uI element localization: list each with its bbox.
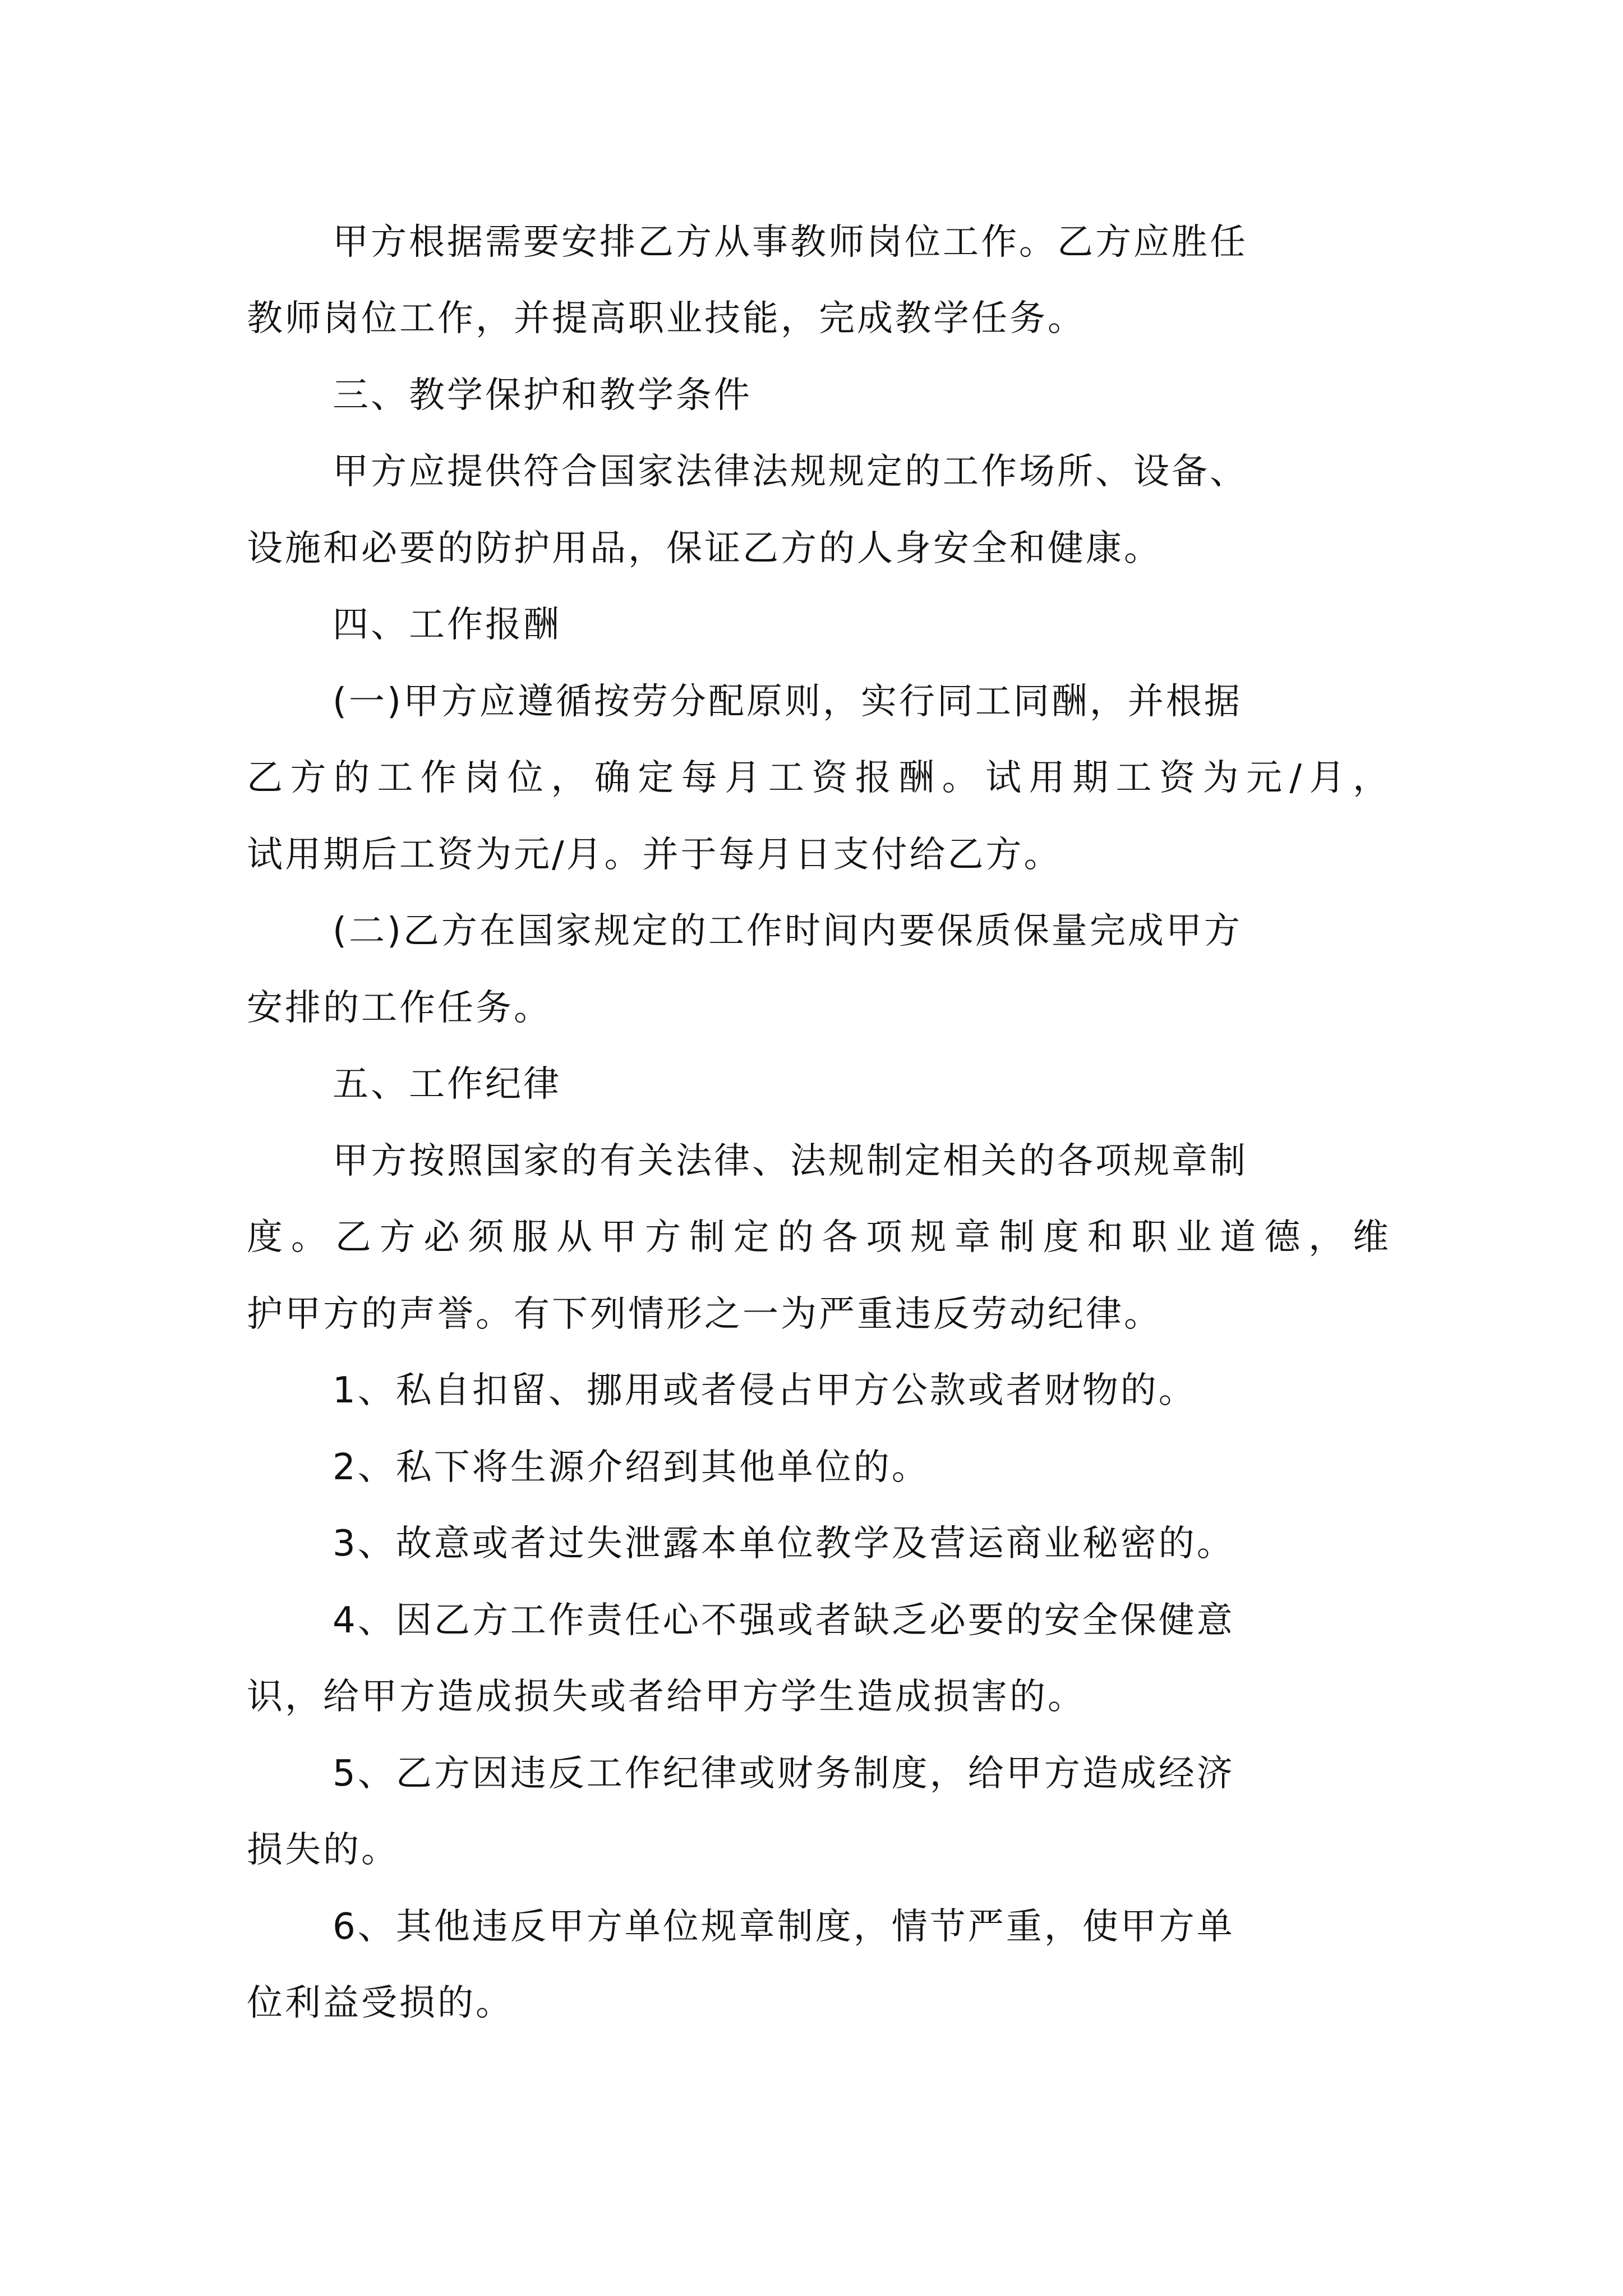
list-item: 2、私下将生源介绍到其他单位的。 xyxy=(333,1447,930,1488)
paragraph-line: 乙方的工作岗位，确定每月工资报酬。试用期工资为元/月， xyxy=(247,757,1391,799)
section-heading: 五、工作纪律 xyxy=(333,1064,561,1105)
paragraph-line: 安排的工作任务。 xyxy=(247,987,552,1029)
paragraph-line: 护甲方的声誉。有下列情形之一为严重违反劳动纪律。 xyxy=(247,1294,1162,1335)
list-item-continuation: 位利益受损的。 xyxy=(247,1982,514,2024)
paragraph-line: 度。乙方必须服从甲方制定的各项规章制度和职业道德，维 xyxy=(247,1217,1391,1258)
paragraph-line: 甲方应提供符合国家法律法规规定的工作场所、设备、 xyxy=(333,451,1248,493)
paragraph-line: 设施和必要的防护用品，保证乙方的人身安全和健康。 xyxy=(247,528,1162,569)
list-item: 4、因乙方工作责任心不强或者缺乏必要的安全保健意 xyxy=(333,1600,1235,1641)
paragraph-line: 甲方按照国家的有关法律、法规制定相关的各项规章制 xyxy=(333,1140,1248,1182)
list-item: 1、私自扣留、挪用或者侵占甲方公款或者财物的。 xyxy=(333,1370,1197,1411)
paragraph-line: 教师岗位工作，并提高职业技能，完成教学任务。 xyxy=(247,298,1086,339)
list-item-continuation: 识，给甲方造成损失或者给甲方学生造成损害的。 xyxy=(247,1676,1086,1718)
paragraph-line: (一)甲方应遵循按劳分配原则，实行同工同酬，并根据 xyxy=(333,681,1242,723)
list-item: 3、故意或者过失泄露本单位教学及营运商业秘密的。 xyxy=(333,1523,1235,1565)
section-heading: 四、工作报酬 xyxy=(333,604,561,646)
list-item: 5、乙方因违反工作纪律或财务制度，给甲方造成经济 xyxy=(333,1753,1235,1795)
section-heading: 三、教学保护和教学条件 xyxy=(333,375,752,416)
list-item-continuation: 损失的。 xyxy=(247,1829,399,1871)
paragraph-line: (二)乙方在国家规定的工作时间内要保质保量完成甲方 xyxy=(333,910,1242,952)
paragraph-line: 甲方根据需要安排乙方从事教师岗位工作。乙方应胜任 xyxy=(333,222,1248,263)
list-item: 6、其他违反甲方单位规章制度，情节严重，使甲方单 xyxy=(333,1906,1235,1948)
paragraph-line: 试用期后工资为元/月。并于每月日支付给乙方。 xyxy=(247,834,1062,876)
